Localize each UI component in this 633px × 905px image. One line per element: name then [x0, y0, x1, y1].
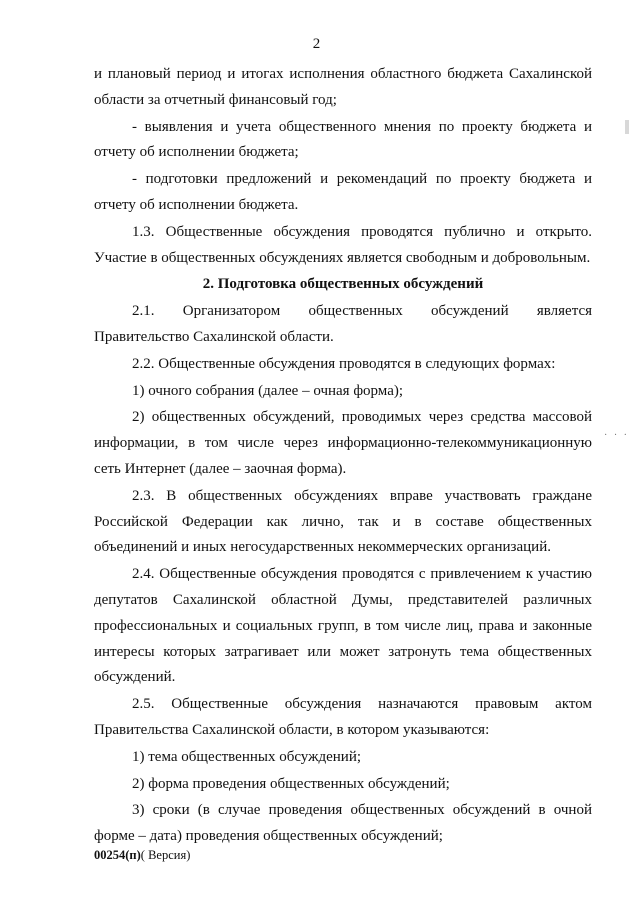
document-code: 00254(п) [94, 848, 141, 862]
paragraph-3: - подготовки предложений и рекомендаций по проекту бюджета и отчету об исполнении бюджета. [94, 171, 592, 213]
paragraph-10: 2.4. Общественные обсуждения проводятся с привлечением к участию депутатов Сахалинской областной Думы, представителей различных профессиональных и социальных групп, в том числе лиц, права и законные интересы которых затрагивает или может затронуть тема общественных обсуждений. [94, 566, 592, 686]
paragraph-13: 2) форма проведения общественных обсуждений; [132, 775, 450, 792]
paragraph-4: 1.3. Общественные обсуждения проводятся публично и открыто. Участие в общественных обсуждениях является свободным и добровольным. [94, 223, 592, 266]
document-version: ( Версия) [140, 848, 191, 862]
scan-margin-mark [625, 120, 629, 134]
paragraph-14: 3) сроки (в случае проведения общественных обсуждений в очной форме – дата) проведения общественных обсуждений; [94, 802, 592, 845]
paragraph-2: - выявления и учета общественного мнения по проекту бюджета и отчету об исполнении бюджета; [94, 118, 592, 161]
paragraph-11: 2.5. Общественные обсуждения назначаются правовым актом Правительства Сахалинской области, в котором указываются: [94, 696, 592, 738]
section-heading: 2. Подготовка общественных обсуждений [202, 276, 484, 293]
paragraph-7: 1) очного собрания (далее – очная форма); [132, 382, 404, 399]
paragraph-9: 2.3. В общественных обсуждениях вправе участвовать граждане Российской Федерации как лично, так и в составе общественных объединений и иных негосударственных некоммерческих организаций. [94, 487, 592, 556]
document-footer [94, 848, 190, 863]
document-body [94, 62, 592, 850]
paragraph-1: и плановый период и итогах исполнения областного бюджета Сахалинской области за отчетный финансовый год; [94, 66, 592, 108]
paragraph-5: 2.1. Организатором общественных обсуждений является Правительство Сахалинской области. [94, 303, 592, 345]
page-number: 2 [312, 36, 321, 52]
paragraph-12: 1) тема общественных обсуждений; [132, 748, 362, 765]
paragraph-6: 2.2. Общественные обсуждения проводятся в следующих формах: [132, 355, 556, 372]
scan-margin-dots: · · · [604, 430, 629, 441]
paragraph-8: 2) общественных обсуждений, проводимых через средства массовой информации, в том числе через информационно-телекоммуникационную сеть Интернет (далее – заочная форма). [94, 409, 592, 477]
